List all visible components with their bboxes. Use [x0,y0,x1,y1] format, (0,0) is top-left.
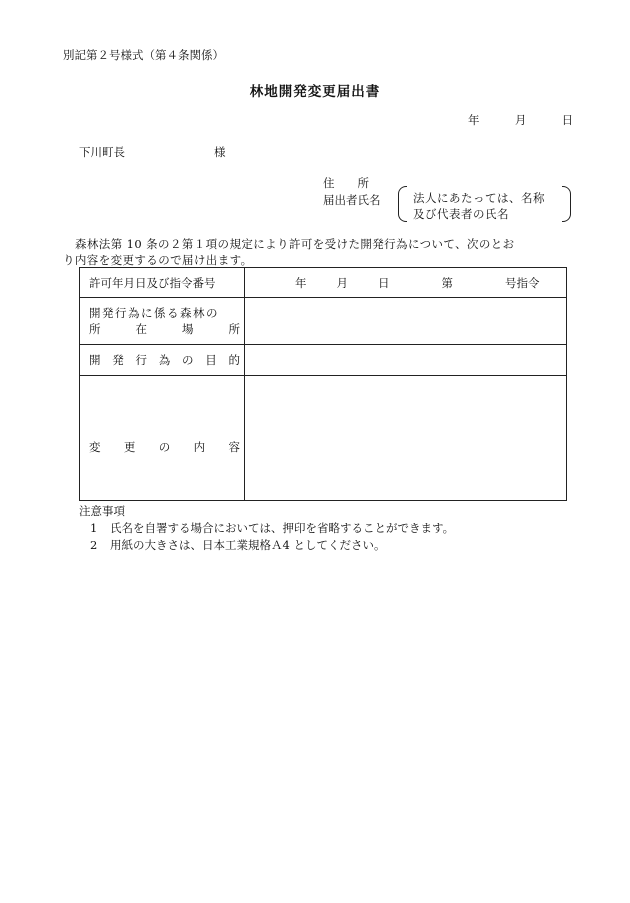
location-label [80,298,245,345]
note-text: 氏名を自署する場合においては、押印を省略することができます。 [110,521,455,535]
right-bracket [562,186,571,222]
permit-suffix: 号指令 [505,275,540,290]
note-number: 2 [90,538,98,552]
left-bracket [398,186,407,222]
permit-label-text: 許可年月日及び指令番号 [89,275,216,290]
permit-value-cell[interactable] [245,268,567,298]
permit-day: 日 [378,275,390,290]
location-char: 所 [228,322,240,336]
change-char: 内 [193,440,206,454]
notes-heading: 注意事項 [79,504,125,518]
purpose-char: 為 [158,353,171,367]
note-item [90,537,385,553]
purpose-char: の [182,353,194,367]
bracket-line-1: 法人にあたっては、名称 [413,191,545,205]
bracket-line-2: 及び代表者の氏名 [413,207,509,221]
table-row-permit [80,268,567,298]
note-number: 1 [90,521,98,535]
table-row-change [80,376,567,501]
addressee-name: 下川町長 [79,145,125,159]
change-notification-table [79,267,567,501]
purpose-char: 発 [112,353,124,367]
location-char: 場 [182,322,194,336]
permit-year: 年 [295,275,307,290]
change-label-text [89,439,240,455]
purpose-char: 行 [135,353,147,367]
addressee-honorific: 様 [214,145,226,159]
body-line-2: り内容を変更するので届け出ます。 [63,253,253,267]
permit-dai: 第 [441,275,453,290]
location-value-cell[interactable] [245,298,567,345]
purpose-label [80,345,245,376]
purpose-value-cell[interactable] [245,345,567,376]
corporate-note-bracket [398,186,571,222]
date-year: 年 [468,113,480,127]
address-label: 住 所 [323,176,369,190]
applicant-name-label: 届出者氏名 [323,193,381,207]
change-char: 変 [89,440,101,454]
change-char: の [158,440,171,454]
note-item [90,520,454,536]
change-label [80,376,245,501]
document-title: 林地開発変更届出書 [249,84,381,100]
table-row-purpose [80,345,567,376]
location-char: 所 [89,322,101,336]
body-line-1: 森林法第 10 条の２第１項の規定により許可を受けた開発行為について、次のとお [75,237,515,251]
date-day: 日 [561,113,574,127]
change-char: 容 [228,440,240,454]
date-month: 月 [514,113,527,127]
change-char: 更 [123,440,136,454]
date-line [468,112,573,128]
purpose-char: 開 [89,353,101,367]
form-id: 別記第２号様式（第４条関係） [63,48,224,62]
purpose-char: 目 [205,353,217,367]
table-row-location [80,298,567,345]
location-label-line1: 開発行為に係る森林の [89,306,219,320]
permit-label [80,268,245,298]
location-char: 在 [135,322,147,336]
body-paragraph [63,236,623,268]
change-value-cell[interactable] [245,376,567,501]
note-text: 用紙の大きさは、日本工業規格Ａ4 としてください。 [110,538,386,552]
location-label-line2 [89,321,240,337]
permit-month: 月 [336,275,348,290]
permit-value-template [245,275,566,291]
purpose-char: 的 [228,353,240,367]
purpose-label-text [89,352,240,368]
